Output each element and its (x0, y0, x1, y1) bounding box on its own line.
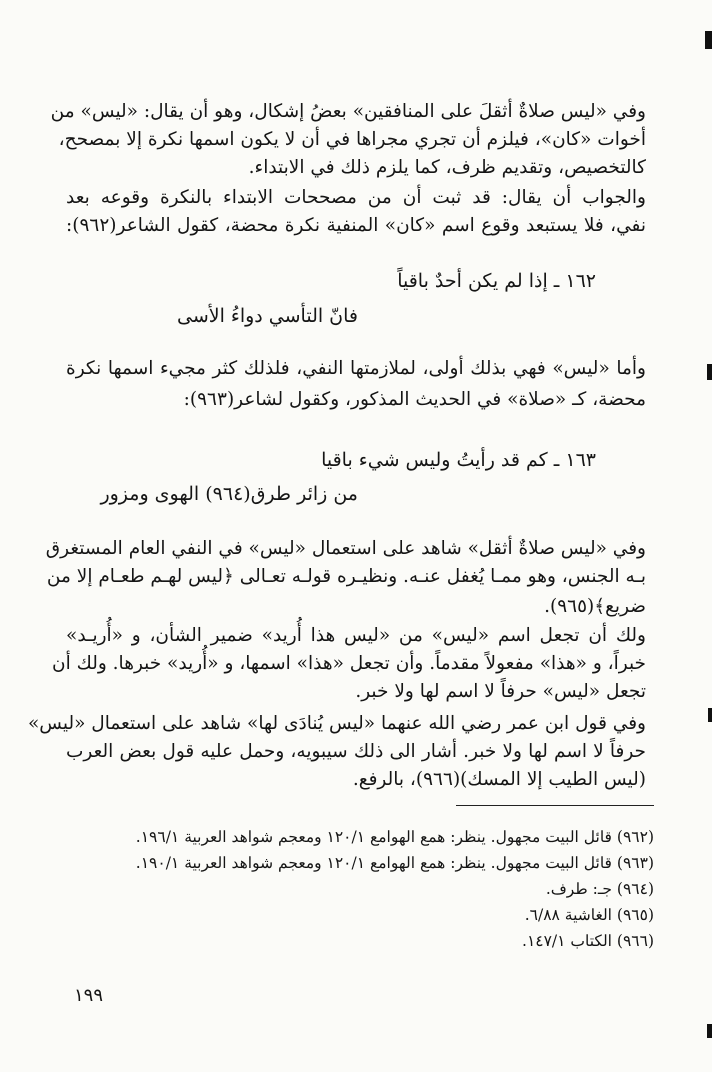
text-line: نفي، فلا يستبعد وقوع اسم «كان» المنفية نكرة محضة، كقول الشاعر(٩٦٢): (66, 215, 646, 236)
text-line: ولك أن تجعل اسم «ليس» من «ليس هذا أُريد» ضمير الشأن، و «أُريـد» (66, 625, 646, 646)
scan-edge-mark (708, 708, 712, 722)
text-line: بـه الجنس، وهو ممـا يُغفل عنـه. ونظيـره قولـه تعـالى ﴿ليس لهـم طعـام إلا من (46, 566, 646, 587)
text-line: وفي قول ابن عمر رضي الله عنهما «ليس يُنادَى لها» شاهد على استعمال «ليس» (27, 713, 646, 734)
text-line: والجواب أن يقال: قد ثبت أن من مصححات الابتداء بالنكرة وقوعه بعد (66, 187, 646, 208)
text-line: وأما «ليس» فهي بذلك أولى، لملازمتها النفي، فلذلك كثر مجيء اسمها نكرة (66, 358, 646, 379)
text-line: كالتخصيص، وتقديم ظرف، كما يلزم ذلك في الابتداء. (248, 157, 646, 178)
text-line: وفي «ليس صلاةٌ أثقل» شاهد على استعمال «ليس» في النفي العام المستغرق (45, 538, 646, 559)
text-line: أخوات «كان»، فيلزم أن تجري مجراها في أن لا يكون اسمها نكرة إلا بمصحح، (58, 129, 646, 150)
text-line: تجعل «ليس» حرفاً لا اسم لها ولا خبر. (355, 681, 646, 702)
footnote: (٩٦٢) قائل البيت مجهول. ينظر: همع الهوامع ١٢٠/١ ومعجم شواهد العربية ١٩٦/١. (135, 828, 654, 846)
verse-line: ١٦٣ ـ كم قد رأيتُ وليس شيء باقيا (321, 449, 596, 471)
verse-line: من زائر طرق(٩٦٤) الهوى ومزور (100, 483, 358, 505)
footnote-divider (456, 805, 654, 806)
footnote: (٩٦٥) الغاشية ٦/٨٨. (524, 906, 654, 924)
page-number: ١٩٩ (74, 985, 104, 1006)
verse-line: ١٦٢ ـ إذا لم يكن أحدٌ باقياً (397, 270, 596, 292)
scan-edge-mark (707, 1024, 712, 1038)
footnote: (٩٦٦) الكتاب ١٤٧/١. (522, 932, 654, 950)
text-line: حرفاً لا اسم لها ولا خبر. أشار الى ذلك سيبويه، وحمل عليه قول بعض العرب (66, 741, 646, 762)
scan-edge-mark (707, 364, 712, 380)
footnote: (٩٦٤) جـ: طرف. (545, 880, 654, 898)
verse-line: فانّ التأسي دواءُ الأسى (176, 305, 358, 327)
footnote: (٩٦٣) قائل البيت مجهول. ينظر: همع الهوامع ١٢٠/١ ومعجم شواهد العربية ١٩٠/١. (135, 854, 654, 872)
text-line: خبراً، و «هذا» مفعولاً مقدماً. وأن تجعل «هذا» اسمها، و «أُريد» خبرها. ولك أن (52, 653, 646, 674)
text-line: (ليس الطيب إلا المسك)(٩٦٦)، بالرفع. (352, 769, 646, 790)
text-line: محضة، كـ «صلاة» في الحديث المذكور، وكقول لشاعر(٩٦٣): (183, 389, 646, 410)
scan-edge-mark (705, 31, 712, 49)
text-line: وفي «ليس صلاةٌ أثقلَ على المنافقين» بعضُ إشكال، وهو أن يقال: «ليس» من (50, 101, 646, 122)
text-line: ضريع﴾(٩٦٥). (544, 596, 646, 617)
